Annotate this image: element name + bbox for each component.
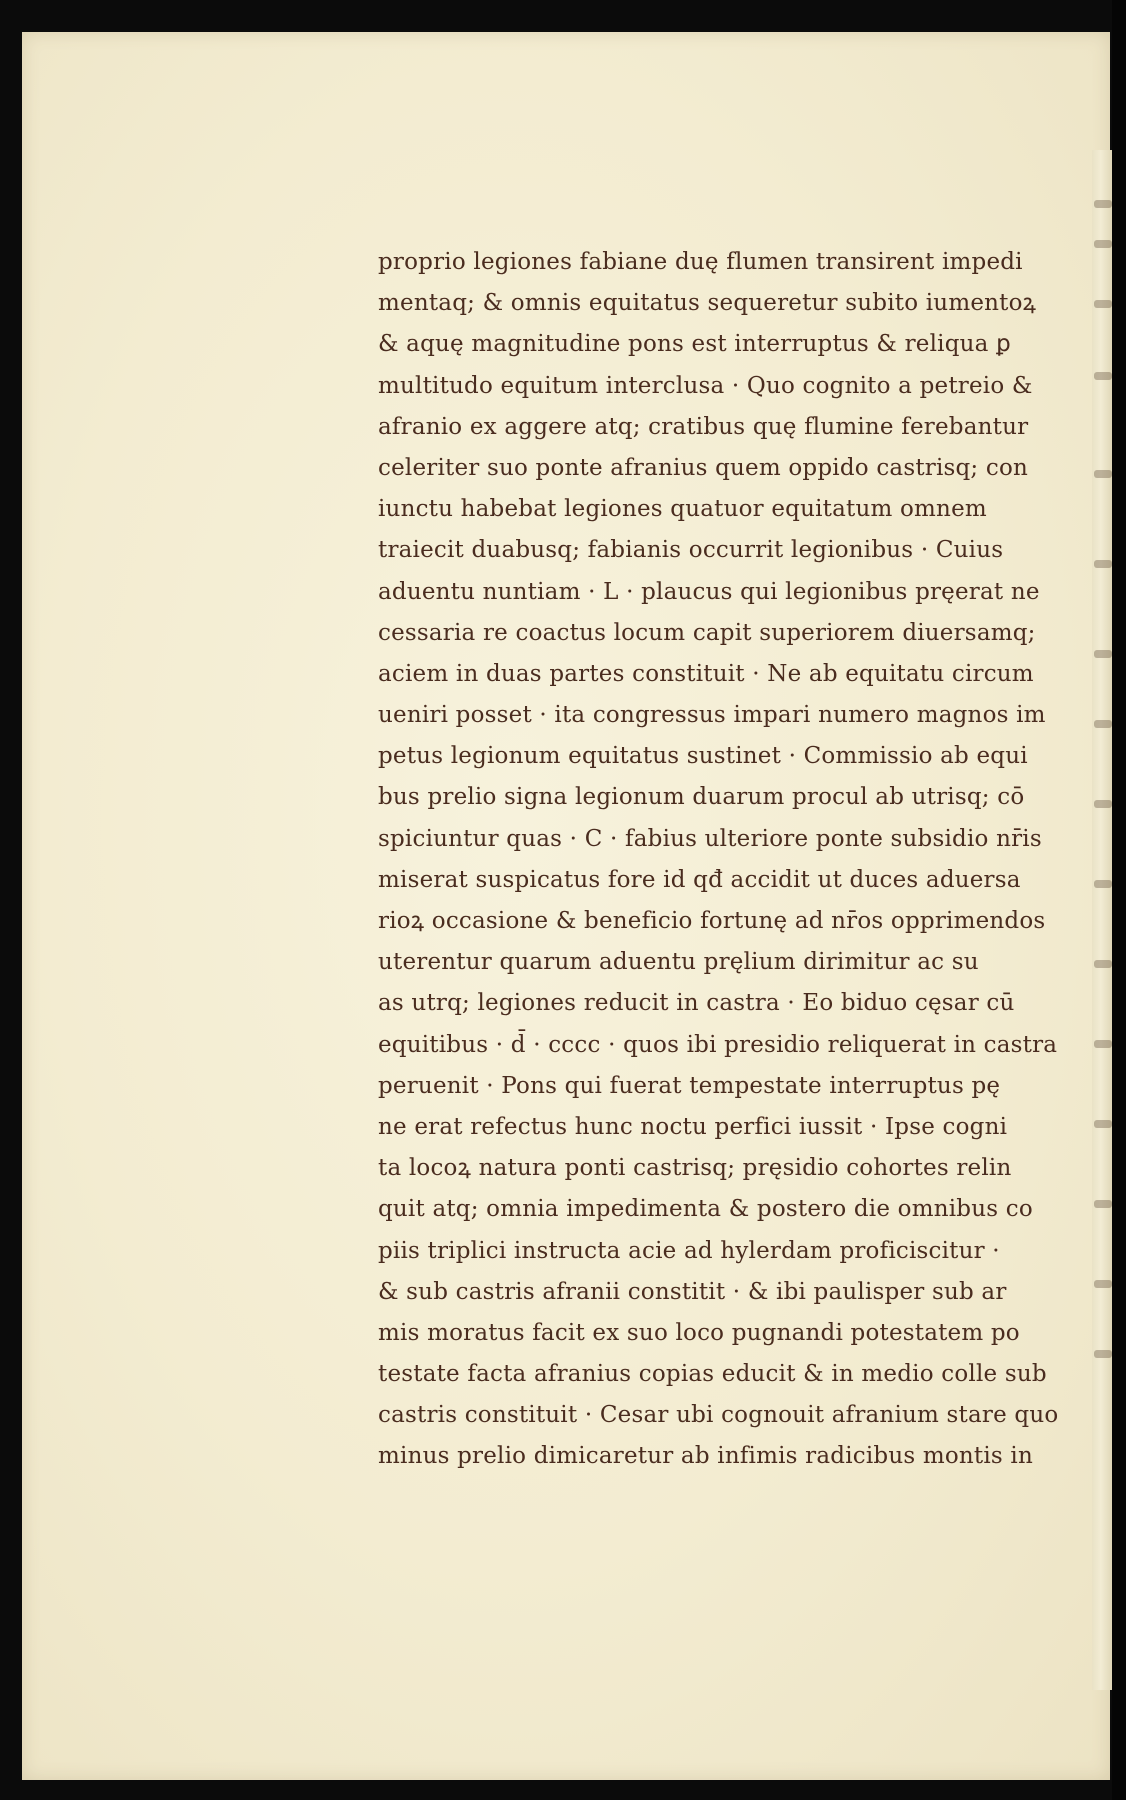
- show-through-mark: [1094, 1040, 1112, 1048]
- show-through-mark: [1094, 240, 1112, 248]
- show-through-mark: [1094, 1200, 1112, 1208]
- text-line: ta locoꝝ natura ponti castrisq; pręsidio cohortes relin: [378, 1155, 1012, 1182]
- book-gutter: [1112, 0, 1126, 1800]
- text-line: celeriter suo ponte afranius quem oppido castrisq; con: [378, 454, 1029, 481]
- text-line: testate facta afranius copias educit & in medio colle sub: [378, 1361, 1047, 1388]
- facing-page-edge: [1092, 150, 1114, 1690]
- parchment-page: [22, 32, 1110, 1780]
- text-line: mis moratus facit ex suo loco pugnandi potestatem po: [378, 1319, 1020, 1346]
- show-through-mark: [1094, 960, 1112, 968]
- text-line: piis triplici instructa acie ad hylerdam proficiscitur ·: [378, 1237, 1000, 1264]
- text-line: & sub castris afranii constitit · & ibi paulisper sub ar: [378, 1278, 1007, 1305]
- show-through-mark: [1094, 200, 1112, 208]
- text-line: peruenit · Pons qui fuerat tempestate interruptus pę: [378, 1072, 1001, 1099]
- text-line: quit atq; omnia impedimenta & postero die omnibus co: [378, 1196, 1033, 1223]
- text-line: uterentur quarum aduentu pręlium dirimitur ac su: [378, 949, 979, 976]
- text-line: ne erat refectus hunc noctu perfici iussit · Ipse cogni: [378, 1113, 1008, 1140]
- text-line: cessaria re coactus locum capit superiorem diuersamq;: [378, 619, 1036, 646]
- text-line: bus prelio signa legionum duarum procul ab utrisq; cō: [378, 784, 1025, 811]
- text-line: multitudo equitum interclusa · Quo cognito a petreio &: [378, 372, 1033, 399]
- text-line: as utrq; legiones reducit in castra · Eo biduo cęsar cū: [378, 990, 1015, 1017]
- show-through-mark: [1094, 880, 1112, 888]
- show-through-mark: [1094, 800, 1112, 808]
- text-line: petus legionum equitatus sustinet · Commissio ab equi: [378, 743, 1028, 770]
- text-line: equitibus · d̄ · cccc · quos ibi presidio reliquerat in castra: [378, 1031, 1058, 1058]
- text-block: [378, 242, 1118, 1478]
- text-line: afranio ex aggere atq; cratibus quę flumine ferebantur: [378, 413, 1029, 440]
- text-line: proprio legiones fabiane duę flumen transirent impedi: [378, 249, 1023, 275]
- text-line: mentaq; & omnis equitatus sequeretur subito iumentoꝝ: [378, 290, 1037, 317]
- show-through-mark: [1094, 300, 1112, 308]
- show-through-mark: [1094, 720, 1112, 728]
- text-line: traiecit duabusq; fabianis occurrit legionibus · Cuius: [378, 537, 1004, 564]
- text-line: & aquę magnitudine pons est interruptus & reliqua ꝑ: [378, 331, 1011, 358]
- text-line: spiciuntur quas · C · fabius ulteriore ponte subsidio nr̄is: [378, 825, 1042, 852]
- text-line: iunctu habebat legiones quatuor equitatum omnem: [378, 496, 987, 523]
- text-line: aduentu nuntiam · L · plaucus qui legionibus pręerat ne: [378, 578, 1040, 605]
- show-through-mark: [1094, 372, 1112, 380]
- text-line: rioꝝ occasione & beneficio fortunę ad nr̄os opprimendos: [378, 908, 1046, 934]
- text-line: miserat suspicatus fore id qđ accidit ut duces aduersa: [378, 866, 1021, 893]
- show-through-mark: [1094, 1120, 1112, 1128]
- text-line: castris constituit · Cesar ubi cognouit afranium stare quo: [378, 1402, 1059, 1429]
- show-through-mark: [1094, 1350, 1112, 1358]
- show-through-mark: [1094, 650, 1112, 658]
- text-line: aciem in duas partes constituit · Ne ab equitatu circum: [378, 660, 1034, 687]
- show-through-mark: [1094, 560, 1112, 568]
- text-line: minus prelio dimicaretur ab infimis radicibus montis in: [378, 1443, 1033, 1470]
- show-through-mark: [1094, 470, 1112, 478]
- show-through-mark: [1094, 1280, 1112, 1288]
- text-line: ueniri posset · ita congressus impari numero magnos im: [378, 702, 1046, 729]
